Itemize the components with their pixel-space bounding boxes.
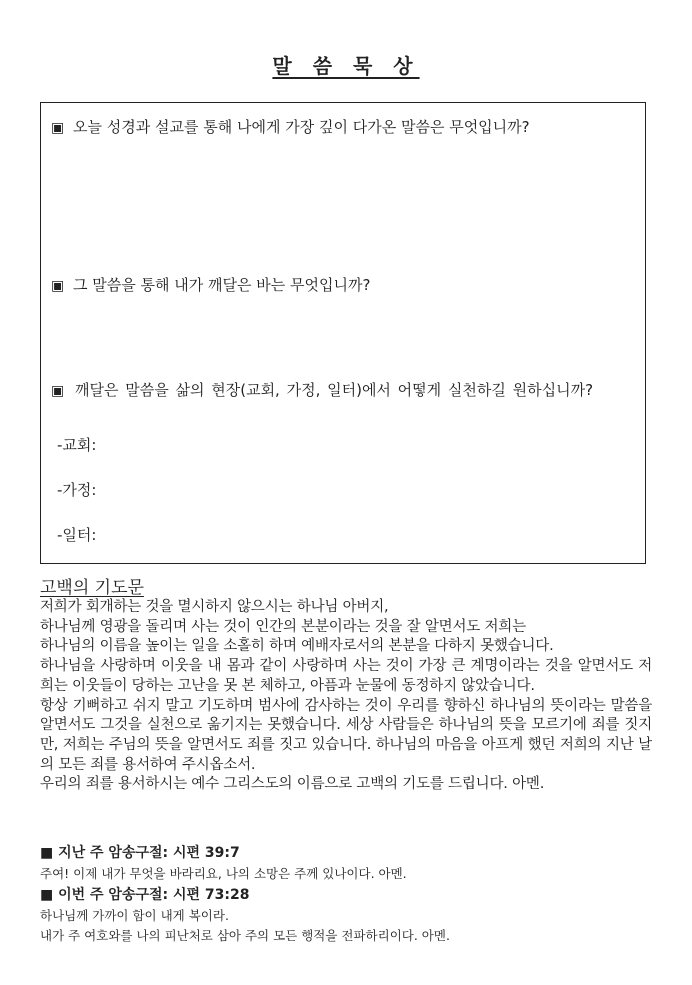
question-1: [51, 115, 635, 140]
last-week-verse-heading: ■ 지난 주 암송구절: 시편 39:7: [40, 845, 240, 861]
this-week-verse-text-2: 내가 주 여호와를 나의 피난처로 삼아 주의 모든 행적을 전파하리이다. 아멘.: [40, 928, 450, 943]
meditation-box: [40, 102, 646, 564]
this-week-verse-heading: ■ 이번 주 암송구절: 시편 73:28: [40, 887, 250, 903]
prayer-line: 하나님을 사랑하며 이웃을 내 몸과 같이 사랑하며 사는 것이 가장 큰 계명이라는 것을 알면서도 저희는 이웃들이 당하는 고난을 못 본 체하고, 아픔과 눈물에 동정하지 않았습니다.: [40, 658, 652, 694]
church-label: -교회:: [57, 436, 97, 454]
home-label: -가정:: [57, 481, 97, 499]
prayer-body: [40, 598, 652, 795]
square-bullet-icon: ▣: [51, 278, 65, 294]
prayer-heading: 고백의 기도문: [40, 578, 144, 598]
question-3: [51, 378, 635, 403]
question-3-text: 깨달은 말씀을 삶의 현장(교회, 가정, 일터)에서 어떻게 실천하길 원하십니까?: [75, 381, 594, 399]
last-week-verse-text: 주여! 이제 내가 무엇을 바라리요, 나의 소망은 주께 있나이다. 아멘.: [40, 866, 407, 881]
question-2: [51, 273, 635, 298]
question-1-text: 오늘 성경과 설교를 통해 나에게 가장 깊이 다가온 말씀은 무엇입니까?: [73, 118, 530, 136]
this-week-verse-text-1: 하나님께 가까이 함이 내게 복이라.: [40, 908, 229, 923]
work-label: -일터:: [57, 526, 97, 544]
page-title: 말 씀 묵 상: [272, 54, 420, 78]
square-bullet-icon: ■: [40, 887, 54, 903]
prayer-line: 하나님의 이름을 높이는 일을 소홀히 하며 예배자로서의 본분을 다하지 못했습니다.: [40, 638, 554, 655]
prayer-line: 항상 기뻐하고 쉬지 말고 기도하며 범사에 감사하는 것이 우리를 향하신 하나님의 뜻이라는 말씀을 알면서도 그것을 실천으로 옮기지는 못했습니다. 세상 사람들은 하나님의 뜻을 모르기에 죄를 짓지만, 저희는 주님의 뜻을 알면서도 죄를 짓고 있습니다. 하나님의 마음을 아프게 했던 저희의 지난 날의 모든 죄를 용서하여 주시옵소서.: [40, 697, 652, 773]
square-bullet-icon: ■: [40, 845, 54, 861]
prayer-line: 우리의 죄를 용서하시는 예수 그리스도의 이름으로 고백의 기도를 드립니다. 아멘.: [40, 776, 545, 793]
prayer-line: 저희가 회개하는 것을 멸시하지 않으시는 하나님 아버지,: [40, 599, 389, 615]
prayer-line: 하나님께 영광을 돌리며 사는 것이 인간의 본분이라는 것을 잘 알면서도 저희는: [40, 618, 526, 635]
square-bullet-icon: ▣: [51, 383, 65, 399]
question-2-text: 그 말씀을 통해 내가 깨달은 바는 무엇입니까?: [73, 276, 371, 294]
square-bullet-icon: ▣: [51, 120, 65, 136]
